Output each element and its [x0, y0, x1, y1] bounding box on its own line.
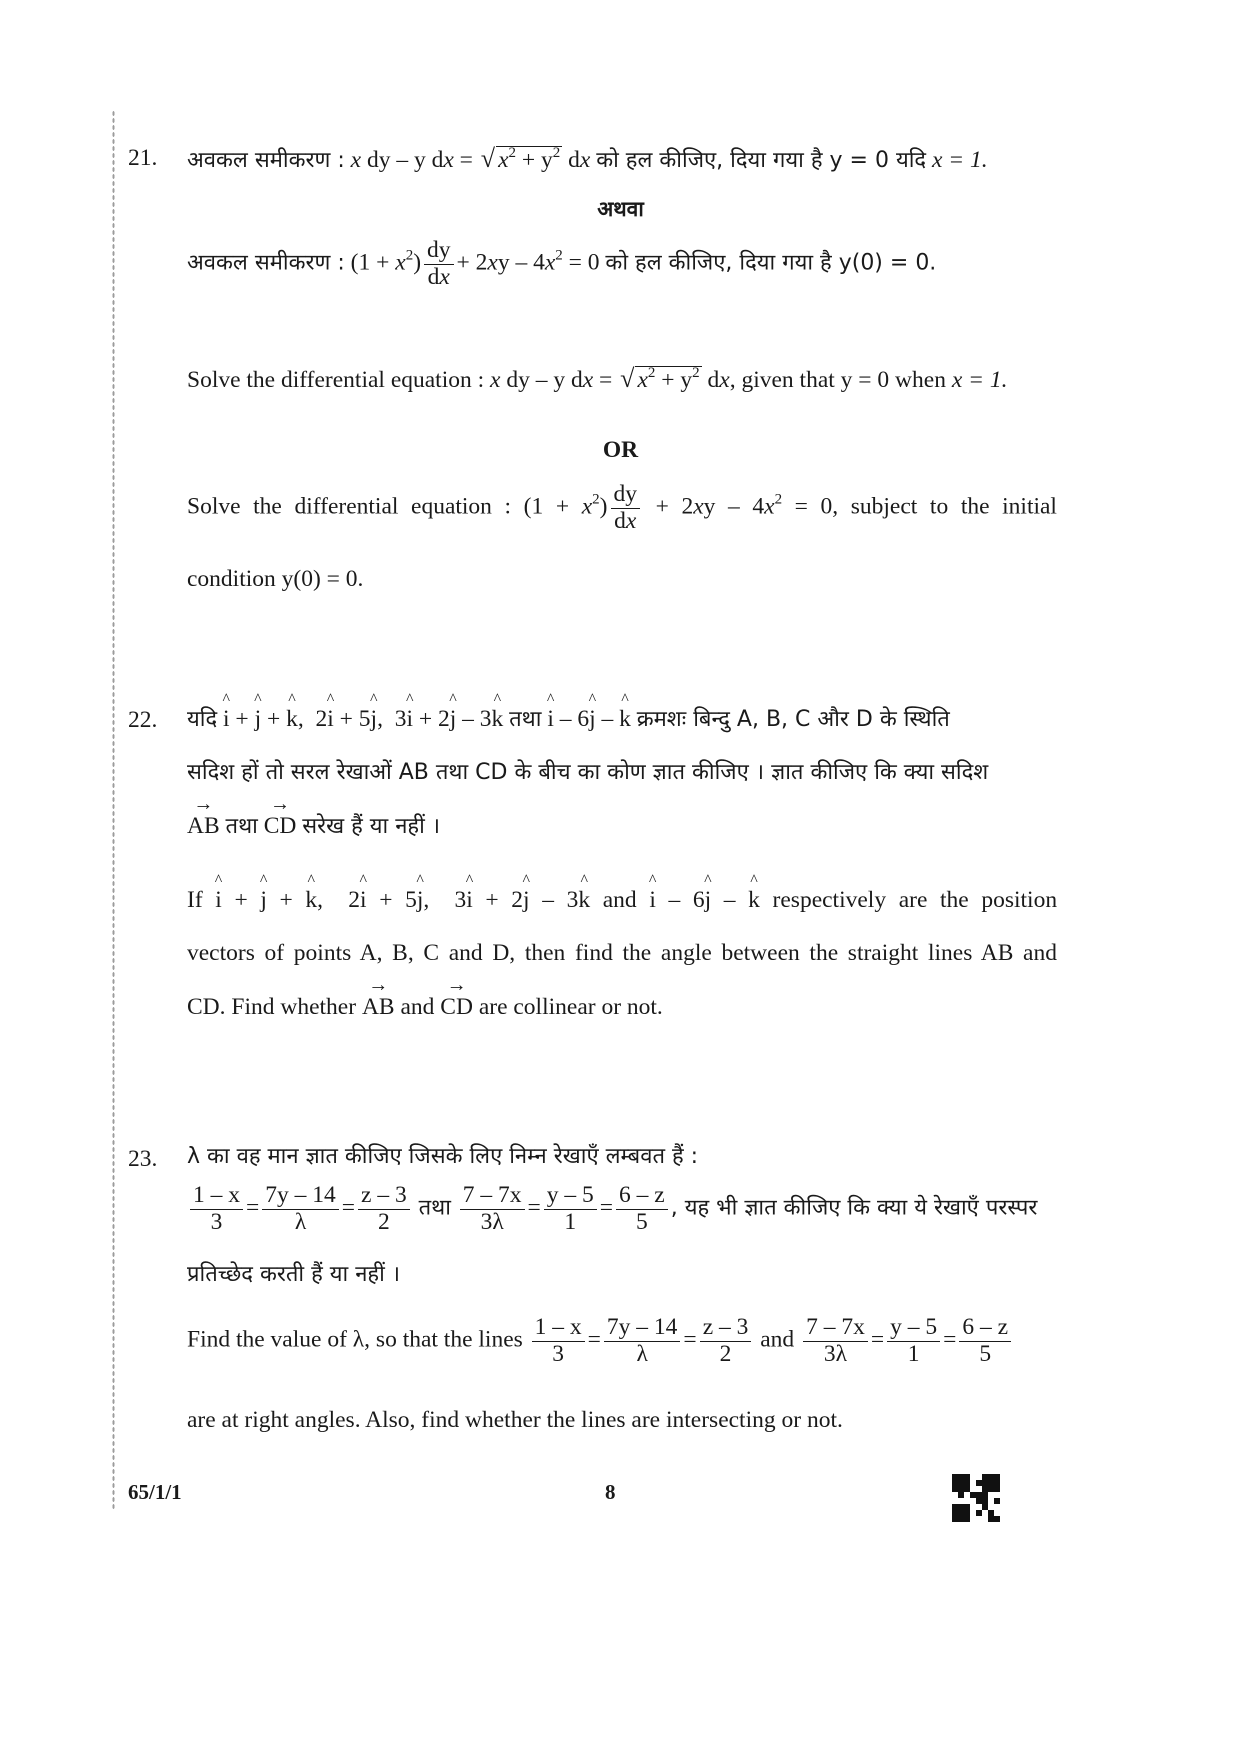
- q21-english-alt-line2: condition y(0) = 0.: [187, 566, 364, 592]
- page-number: 8: [605, 1480, 616, 1504]
- q23-hindi-line3: प्रतिच्छेद करती हैं या नहीं ।: [187, 1262, 401, 1287]
- q21-hindi-main: अवकल समीकरण : x dy – y dx = √ $x^2 + y^2$ dx को हल कीजिए, दिया गया है y = 0 यदि x = 1.: [187, 144, 988, 173]
- q22-english-line2: vectors of points A, B, C and D, then find the angle between the straight lines AB and: [187, 940, 1057, 966]
- q22-number: 22.: [128, 707, 158, 733]
- q23-number: 23.: [128, 1146, 158, 1172]
- q22-hindi-line2: सदिश हों तो सरल रेखाओं AB तथा CD के बीच का कोण ज्ञात कीजिए । ज्ञात कीजिए कि क्या सदिश: [187, 760, 989, 785]
- q23-hindi-line2: $\frac{1 - x}{3}$ = $\frac{7y - 14}{\lambda}$ = $\frac{z - 3}{2}$ तथा $\frac{7 - 7x}{3\lambda}$ = $\frac{y - 5}{1}$ = $\frac{6 - z}{5}$ , यह भी ज्ञात कीजिए कि क्या ये रेखाएँ परस्पर: [187, 1183, 1037, 1236]
- or-english-heading: OR: [602, 437, 639, 463]
- q21-english-main: Solve the differential equation : x dy – y dx = √ $x^2 + y^2$ dx, given that y = 0 when x = 1.: [187, 364, 1008, 393]
- q21-number: 21.: [128, 145, 158, 171]
- q22-hindi-line1: यदि ^ i + ^ j + ^ k, 2^ i + 5^ j, 3^ i + 2^ j – 3^ k तथा ^ i – 6^ j – ^ k क्रमशः बिन्दु A, B, C और D के स्थिति: [187, 705, 950, 733]
- q22-english-line3: CD. Find whether → AB and → CD are collinear or not.: [187, 993, 663, 1021]
- q21-english-alt: Solve the differential equation : $(1 + x^2)$ $\frac{dy}{dx}$ + $2xy - 4x^2 = 0$, subject to the initial: [187, 481, 1057, 534]
- paper-code: 65/1/1: [128, 1480, 182, 1504]
- margin-dotted-rule: [112, 110, 115, 1510]
- qr-code-icon: [952, 1474, 1000, 1522]
- q22-english-line1: If ^ i + ^ j + ^ k, 2^ i + 5^ j, 3^ i + 2^ j – 3^ k and ^ i – 6^ j – ^ k respectively are the position: [187, 887, 1057, 914]
- q23-english-line2: are at right angles. Also, find whether the lines are intersecting or not.: [187, 1407, 843, 1433]
- q22-hindi-line3: → AB तथा → CD सरेख हैं या नहीं ।: [187, 812, 440, 840]
- q23-hindi-line1: λ का वह मान ज्ञात कीजिए जिसके लिए निम्न रेखाएँ लम्बवत हैं :: [187, 1144, 699, 1169]
- q23-english-line1: Find the value of λ, so that the lines $\frac{1 - x}{3}$ = $\frac{7y - 14}{\lambda}$ = $\frac{z - 3}{2}$ and $\frac{7 - 7x}{3\lambda}$ = $\frac{y - 5}{1}$ = $\frac{6 - z}{5}$: [187, 1315, 1014, 1368]
- q21-hindi-alt: अवकल समीकरण : $(1 + x^2)$ $\frac{dy}{dx}$ + $2xy - 4x^2 = 0$ को हल कीजिए, दिया गया है y(0) = 0.: [187, 237, 937, 290]
- or-hindi-heading: अथवा: [597, 197, 644, 221]
